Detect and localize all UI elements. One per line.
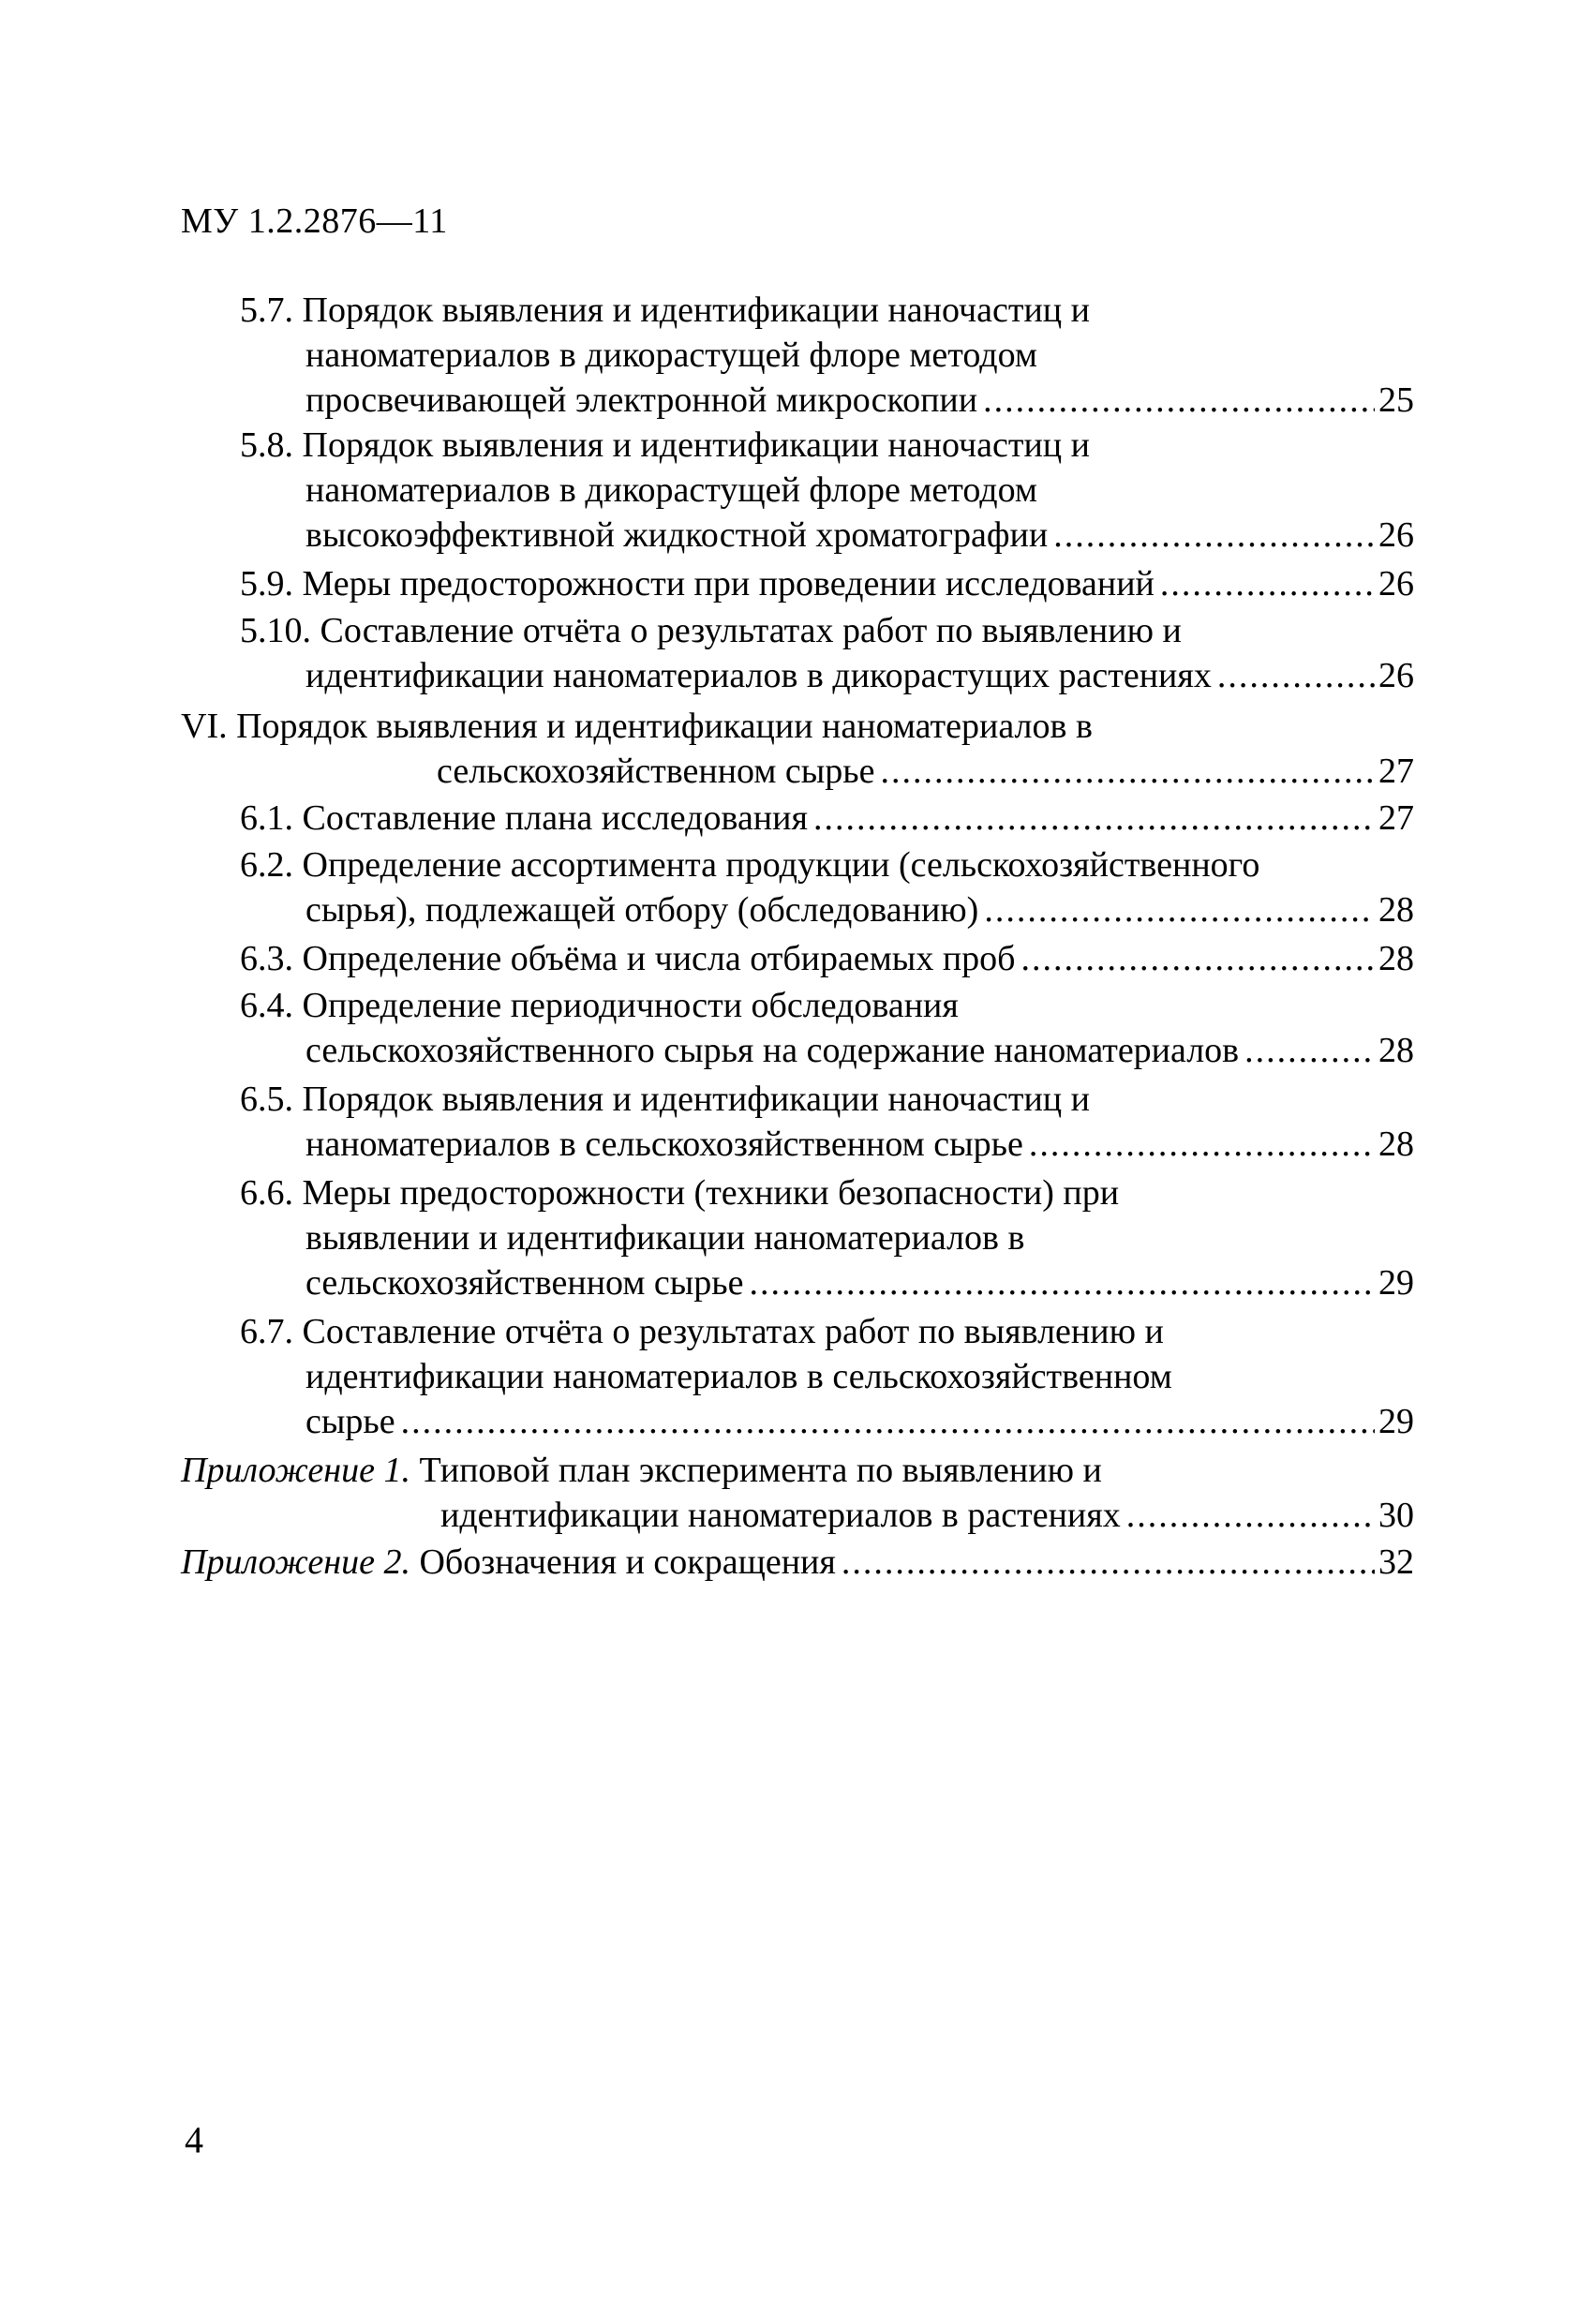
toc-entry-6-7-line-3[interactable] [305,1399,1414,1444]
toc-entry-appendix-1-line-1[interactable] [181,1448,1102,1493]
toc-line-text: 5.10. Составление отчёта о результатах работ по выявлению и [240,611,1182,650]
toc-entry-5-8-line-3[interactable] [305,513,1414,558]
toc-line-text: идентификации наноматериалов в дикорастущих растениях [305,656,1212,695]
dot-leader [813,796,1375,841]
toc-entry-6-5-line-2[interactable] [305,1122,1414,1167]
toc-page-number: 28 [1378,939,1414,978]
appendix-title: Типовой план эксперимента по выявлению и [410,1451,1102,1490]
toc-entry-6-4-line-2[interactable] [305,1028,1414,1073]
toc-entry-5-10-line-1[interactable] [240,608,1182,653]
toc-entry-appendix-1-line-2[interactable] [440,1493,1414,1538]
toc-entry-6-6-line-3[interactable] [305,1260,1414,1305]
toc-entry-5-8-line-2[interactable] [305,468,1037,513]
toc-entry-6-4-line-1[interactable] [240,983,959,1028]
dot-leader [1053,513,1375,558]
toc-entry-6-7-line-2[interactable] [305,1354,1172,1399]
toc-page-number: 28 [1378,1125,1414,1164]
appendix-label: Приложение 2. [181,1542,410,1582]
toc-entry-5-7-line-3[interactable] [305,378,1414,423]
toc-page-number: 27 [1378,798,1414,838]
toc-page-number: 26 [1378,515,1414,555]
dot-leader [401,1399,1375,1444]
toc-page-number: 26 [1378,564,1414,603]
dot-leader [842,1540,1375,1585]
toc-line-text: наноматериалов в дикорастущей флоре методом [305,335,1037,375]
toc-entry-5-9[interactable] [240,561,1414,606]
toc-page-number: 28 [1378,1031,1414,1070]
toc-entry-6-2-line-2[interactable] [305,887,1414,932]
toc-line-text: 6.2. Определение ассортимента продукции (сельскохозяйственного [240,845,1260,885]
toc-line-text: 6.7. Составление отчёта о результатах работ по выявлению и [240,1312,1164,1351]
toc-entry-appendix-2[interactable] [181,1540,1414,1585]
toc-entry-6-5-line-1[interactable] [240,1077,1090,1122]
dot-leader [1244,1028,1375,1073]
toc-line-text: сырья), подлежащей отбору (обследованию) [305,890,979,930]
toc-line-text: 5.8. Порядок выявления и идентификации наночастиц и [240,425,1090,465]
toc-entry-5-7-line-1[interactable] [240,288,1090,333]
toc-entry-6-6-line-2[interactable] [305,1215,1024,1260]
toc-entry-5-8-line-1[interactable] [240,423,1090,468]
toc-page-number: 27 [1378,752,1414,791]
dot-leader [1126,1493,1375,1538]
toc-entry-section-vi-line-2[interactable] [437,749,1414,794]
toc-line-text: 6.4. Определение периодичности обследования [240,986,959,1025]
toc-page-number: 29 [1378,1263,1414,1303]
dot-leader [1217,653,1375,698]
toc-page-number: 30 [1378,1496,1414,1535]
toc-line-text [181,1540,836,1585]
toc-line-text: 6.1. Составление плана исследования [240,798,808,838]
toc-line-text [181,1448,1102,1493]
toc-entry-5-10-line-2[interactable] [305,653,1414,698]
toc-line-text: сельскохозяйственном сырье [437,752,875,791]
toc-page-number: 32 [1378,1542,1414,1582]
appendix-label: Приложение 1. [181,1451,410,1490]
toc-line-text: 6.5. Порядок выявления и идентификации наночастиц и [240,1080,1090,1119]
toc-entry-section-vi-line-1[interactable] [181,704,1093,749]
toc-line-text: 6.6. Меры предосторожности (техники безопасности) при [240,1173,1120,1213]
toc-line-text: выявлении и идентификации наноматериалов в [305,1218,1025,1258]
toc-line-text: сельскохозяйственного сырья на содержание наноматериалов [305,1031,1240,1070]
toc-line-text: сельскохозяйственном сырье [305,1263,744,1303]
toc-page-number: 25 [1378,380,1414,420]
document-code-header: МУ 1.2.2876—11 [181,201,448,241]
dot-leader [880,749,1375,794]
toc-entry-6-1[interactable] [240,796,1414,841]
dot-leader [983,378,1375,423]
toc-page-number: 29 [1378,1402,1414,1441]
toc-line-text: сырье [305,1402,395,1441]
dot-leader [1160,561,1375,606]
toc-line-text: высокоэффективной жидкостной хроматографии [305,515,1049,555]
dot-leader [1029,1122,1375,1167]
toc-line-text: 5.9. Меры предосторожности при проведении исследований [240,564,1155,603]
toc-line-text: 6.3. Определение объёма и числа отбираемых проб [240,939,1016,978]
toc-line-text: идентификации наноматериалов в сельскохозяйственном [305,1357,1172,1396]
toc-line-text: 5.7. Порядок выявления и идентификации наночастиц и [240,290,1090,330]
toc-line-text: VI. Порядок выявления и идентификации наноматериалов в [181,707,1093,746]
toc-entry-6-6-line-1[interactable] [240,1170,1119,1215]
appendix-title: Обозначения и сокращения [410,1542,836,1582]
toc-entry-5-7-line-2[interactable] [305,333,1037,378]
toc-page-number: 26 [1378,656,1414,695]
toc-entry-6-7-line-1[interactable] [240,1309,1164,1354]
toc-entry-6-2-line-1[interactable] [240,842,1259,887]
toc-line-text: просвечивающей электронной микроскопии [305,380,978,420]
toc-line-text: наноматериалов в дикорастущей флоре методом [305,470,1037,510]
dot-leader [984,887,1375,932]
toc-page-number: 28 [1378,890,1414,930]
toc-line-text: идентификации наноматериалов в растениях [440,1496,1121,1535]
dot-leader [749,1260,1375,1305]
dot-leader [1021,936,1375,981]
toc-line-text: наноматериалов в сельскохозяйственном сырье [305,1125,1023,1164]
toc-entry-6-3[interactable] [240,936,1414,981]
page-number: 4 [185,2119,203,2161]
